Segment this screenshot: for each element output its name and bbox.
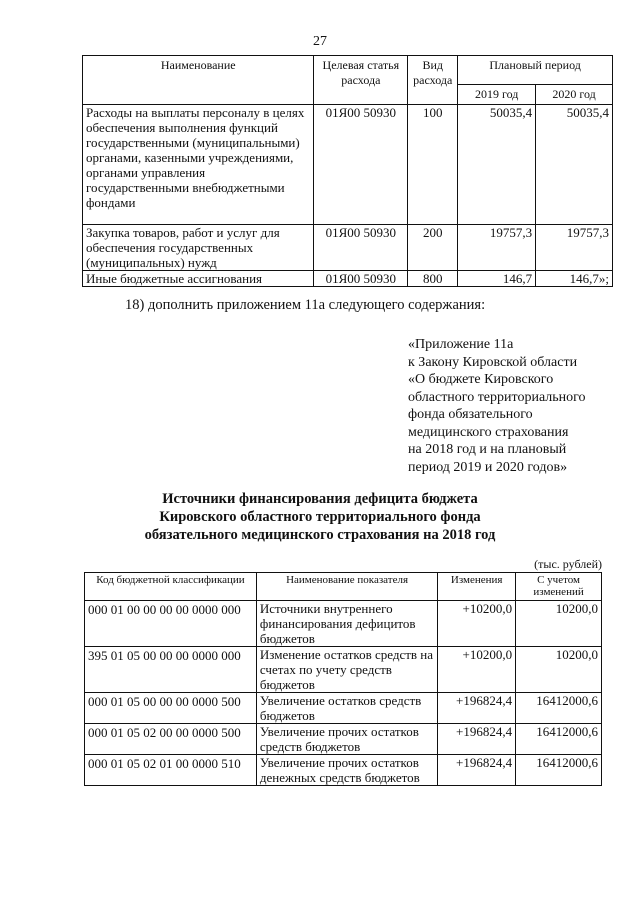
row-total: 16412000,6 <box>516 693 602 724</box>
header-target-article: Целевая статья расхода <box>314 56 408 105</box>
row-code: 000 01 05 02 00 00 0000 500 <box>85 724 257 755</box>
table-row <box>85 755 602 786</box>
row-indicator: Увеличение прочих остатков денежных средств бюджетов <box>256 755 437 786</box>
header-2019: 2019 год <box>458 85 536 105</box>
row-kind: 100 <box>408 105 458 225</box>
row-name: Иные бюджетные ассигнования <box>83 271 314 287</box>
header-with-changes: С учетом изменений <box>516 573 602 601</box>
row-2019: 146,7 <box>458 271 536 287</box>
item-18-text: 18) дополнить приложением 11а следующего содержания: <box>125 297 486 313</box>
table-row <box>85 601 602 647</box>
row-target: 01Я00 50930 <box>314 271 408 287</box>
header-2020: 2020 год <box>536 85 613 105</box>
appendix-line: период 2019 и 2020 годов» <box>408 459 568 475</box>
units-label: (тыс. рублей) <box>534 557 602 571</box>
table-row <box>83 105 613 225</box>
row-kind: 800 <box>408 271 458 287</box>
row-code: 395 01 05 00 00 00 0000 000 <box>85 647 257 693</box>
row-code: 000 01 05 00 00 00 0000 500 <box>85 693 257 724</box>
row-total: 10200,0 <box>516 647 602 693</box>
row-change: +196824,4 <box>438 724 516 755</box>
row-total: 10200,0 <box>516 601 602 647</box>
row-2020: 50035,4 <box>536 105 613 225</box>
row-target: 01Я00 50930 <box>314 105 408 225</box>
table-row <box>83 271 613 287</box>
row-2020: 146,7»; <box>536 271 613 287</box>
row-name: Расходы на выплаты персоналу в целях обеспечения выполнения функций государственными (муниципальными) органами, казенными учреждениями, органами управления государственными внебюджетными фондами <box>83 105 314 225</box>
row-target: 01Я00 50930 <box>314 225 408 271</box>
appendix-line: медицинского страхования <box>408 424 569 440</box>
row-indicator: Увеличение остатков средств бюджетов <box>256 693 437 724</box>
row-code: 000 01 05 02 01 00 0000 510 <box>85 755 257 786</box>
row-2020: 19757,3 <box>536 225 613 271</box>
heading-line: Источники финансирования дефицита бюджета <box>162 491 478 507</box>
appendix-line: областного территориального <box>408 389 586 405</box>
appendix-line: к Закону Кировской области <box>408 354 578 370</box>
deficit-sources-table <box>84 572 602 786</box>
header-indicator-name: Наименование показателя <box>256 573 437 601</box>
row-indicator: Источники внутреннего финансирования дефицитов бюджетов <box>256 601 437 647</box>
page-number: 27 <box>313 34 327 49</box>
row-total: 16412000,6 <box>516 755 602 786</box>
row-name: Закупка товаров, работ и услуг для обеспечения государственных (муниципальных) нужд <box>83 225 314 271</box>
row-change: +196824,4 <box>438 693 516 724</box>
table-row <box>85 724 602 755</box>
header-name: Наименование <box>83 56 314 105</box>
row-change: +10200,0 <box>438 601 516 647</box>
heading-line: обязательного медицинского страхования на 2018 год <box>144 527 496 543</box>
appendix-line: фонда обязательного <box>408 407 533 422</box>
appendix-line: на 2018 год и на плановый <box>408 442 567 457</box>
header-expense-kind: Вид расхода <box>408 56 458 105</box>
row-indicator: Изменение остатков средств на счетах по учету средств бюджетов <box>256 647 437 693</box>
row-code: 000 01 00 00 00 00 0000 000 <box>85 601 257 647</box>
row-2019: 19757,3 <box>458 225 536 271</box>
row-change: +196824,4 <box>438 755 516 786</box>
header-planned-period: Плановый период <box>458 56 613 85</box>
appendix-line: «О бюджете Кировского <box>408 372 554 387</box>
row-change: +10200,0 <box>438 647 516 693</box>
table-row <box>85 647 602 693</box>
header-changes: Изменения <box>438 573 516 601</box>
appendix-line: «Приложение 11а <box>408 337 514 352</box>
row-2019: 50035,4 <box>458 105 536 225</box>
table-row <box>83 225 613 271</box>
heading-line: Кировского областного территориального фонда <box>159 509 481 525</box>
appendix-caption <box>408 336 608 476</box>
row-total: 16412000,6 <box>516 724 602 755</box>
table-row <box>85 693 602 724</box>
planned-expenses-table <box>82 55 613 287</box>
section-heading <box>0 490 640 544</box>
row-kind: 200 <box>408 225 458 271</box>
row-indicator: Увеличение прочих остатков средств бюджетов <box>256 724 437 755</box>
header-code: Код бюджетной классификации <box>85 573 257 601</box>
